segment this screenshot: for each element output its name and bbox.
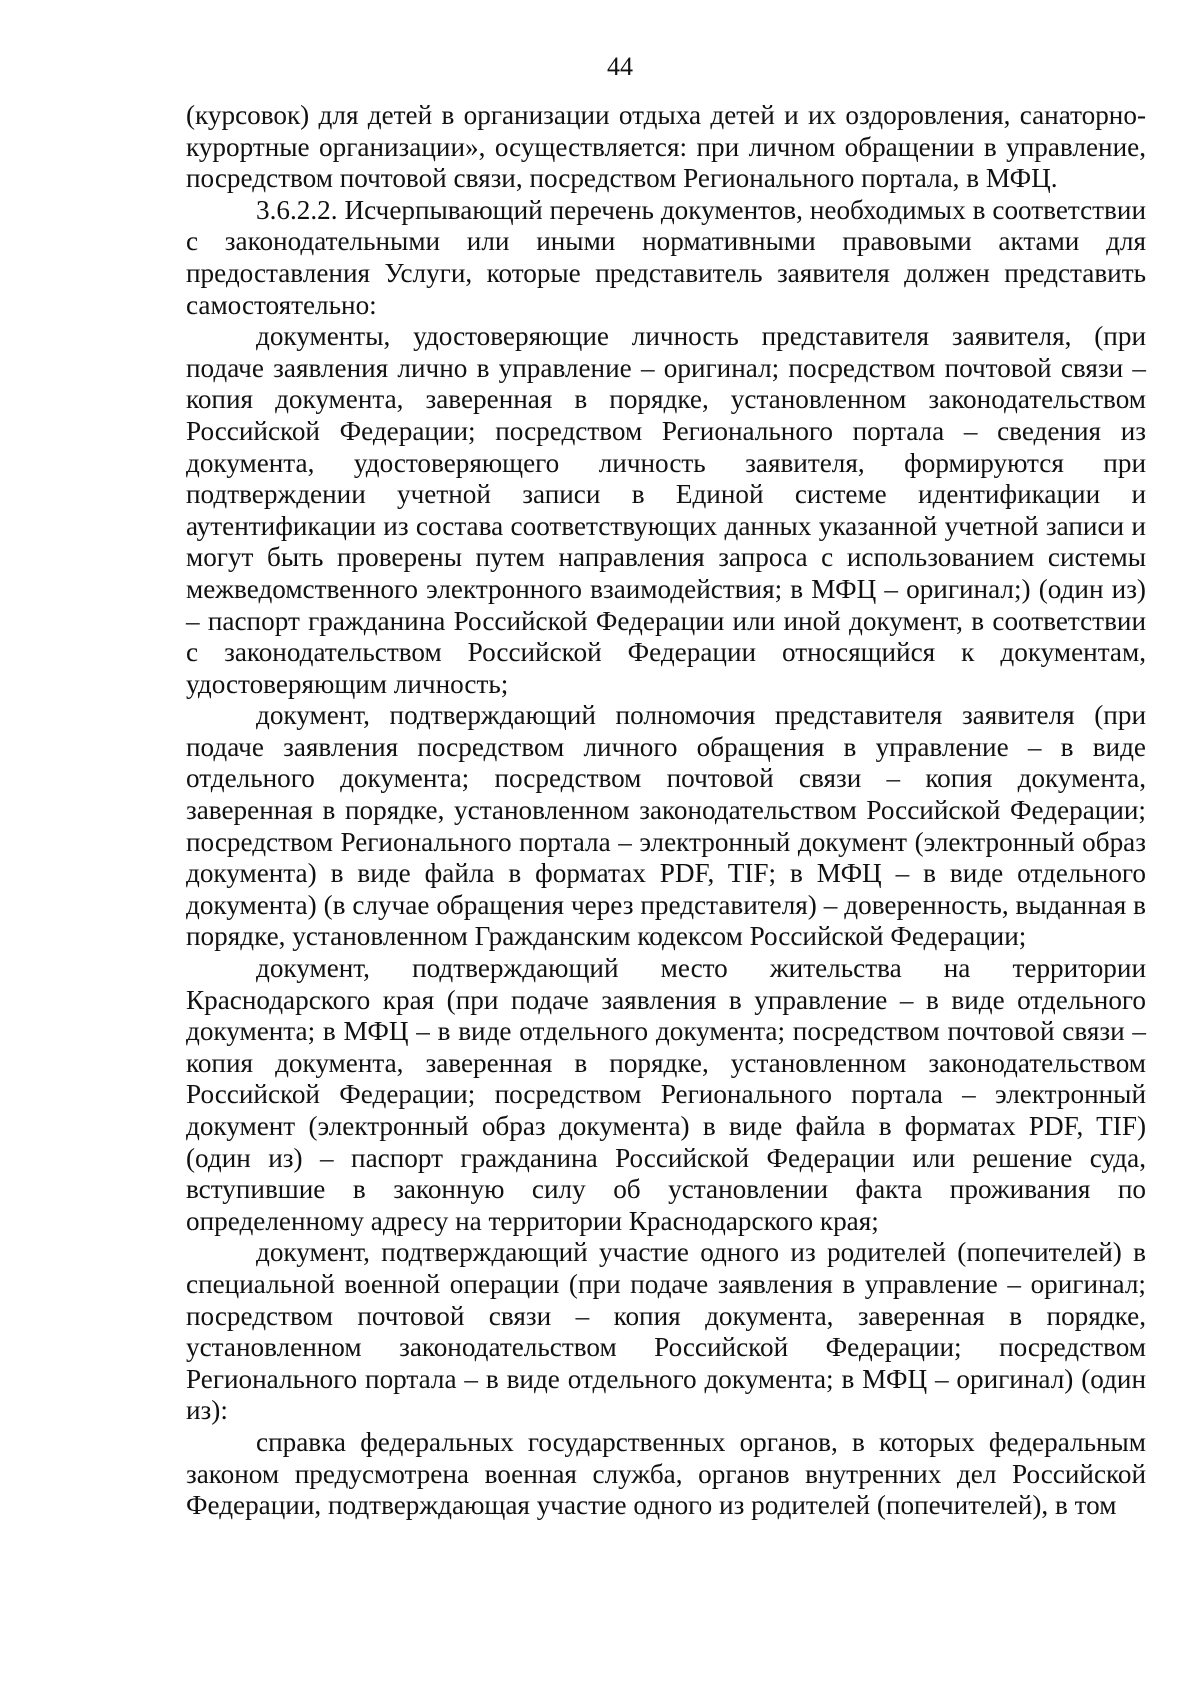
paragraph-identity-documents: документы, удостоверяющие личность представителя заявителя, (при подаче заявления лично в управление – оригинал; посредством почтовой связи – копия документа, заверенная в порядке, установленном законодательством Российской Федерации; посредством Регионального портала – сведения из документа, удостоверяющего личность заявителя, формируются при подтверждении учетной записи в Единой системе идентификации и аутентификации из состава соответствующих данных указанной учетной записи и могут быть проверены путем направления запроса с использованием системы межведомственного электронного взаимодействия; в МФЦ – оригинал;) (один из) – паспорт гражданина Российской Федерации или иной документ, в соответствии с законодательством Российской Федерации относящийся к документам, удостоверяющим личность; <box>186 321 1146 699</box>
paragraph-residence-document: документ, подтверждающий место жительства на территории Краснодарского края (при подаче заявления в управление – в виде отдельного документа; в МФЦ – в виде отдельного документа; посредством почтовой связи – копия документа, заверенная в порядке, установленном законодательством Российской Федерации; посредством Регионального портала – электронный документ (электронный образ документа) в виде файла в форматах PDF, TIF) (один из) – паспорт гражданина Российской Федерации или решение суда, вступившие в законную силу об установлении факта проживания по определенному адресу на территории Краснодарского края; <box>186 953 1146 1236</box>
paragraph-military-operation-document: документ, подтверждающий участие одного из родителей (попечителей) в специальной военной операции (при подаче заявления в управление – оригинал; посредством почтовой связи – копия документа, заверенная в порядке, установленном законодательством Российской Федерации; посредством Регионального портала – в виде отдельного документа; в МФЦ – оригинал) (один из): <box>186 1237 1146 1426</box>
paragraph-certificate: справка федеральных государственных органов, в которых федеральным законом предусмотрена военная служба, органов внутренних дел Российской Федерации, подтверждающая участие одного из родителей (попечителей), в том <box>186 1426 1146 1521</box>
page-number: 44 <box>607 52 633 81</box>
paragraph-section-3-6-2-2: 3.6.2.2. Исчерпывающий перечень документов, необходимых в соответствии с законодательными или иными нормативными правовыми актами для предоставления Услуги, которые представитель заявителя должен представить самостоятельно: <box>186 194 1146 320</box>
document-body <box>186 100 1146 1522</box>
paragraph-authority-document: документ, подтверждающий полномочия представителя заявителя (при подаче заявления посредством личного обращения в управление – в виде отдельного документа; посредством почтовой связи – копия документа, заверенная в порядке, установленном законодательством Российской Федерации; посредством Регионального портала – электронный документ (электронный образ документа) в виде файла в форматах PDF, TIF; в МФЦ – в виде отдельного документа) (в случае обращения через представителя) – доверенность, выданная в порядке, установленном Гражданским кодексом Российской Федерации; <box>186 700 1146 952</box>
paragraph-continuation: (курсовок) для детей в организации отдыха детей и их оздоровления, санаторно-курортные организации», осуществляется: при личном обращении в управление, посредством почтовой связи, посредством Регионального портала, в МФЦ. <box>186 100 1146 194</box>
